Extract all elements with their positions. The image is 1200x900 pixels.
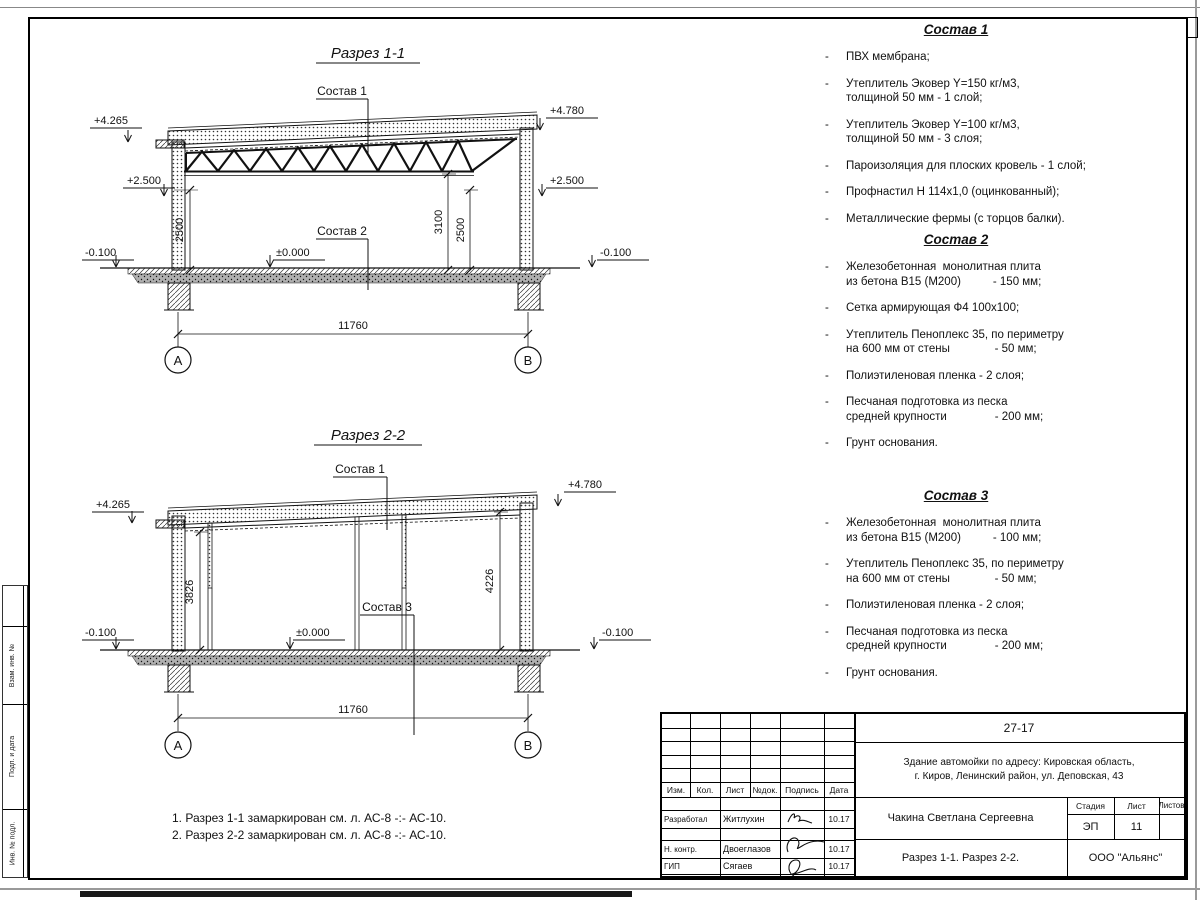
bullet: - [825, 599, 829, 611]
foundations [164, 283, 544, 310]
list-item [812, 260, 1190, 289]
drawing-notes [172, 810, 446, 844]
list-item [812, 516, 1190, 545]
leader-sostav1 [333, 462, 387, 530]
sostav-3-heading: Состав 3 [923, 488, 989, 503]
list-line: Грунт основания. [846, 437, 938, 449]
list-item [812, 395, 1190, 424]
list-line: Профнастил Н 114х1,0 (оцинкованный); [846, 186, 1060, 198]
axis-bubbles [165, 732, 541, 758]
elev-right-top: +4.780 [550, 105, 584, 117]
span-dimension [174, 312, 532, 347]
sostav-2-heading: Состав 2 [923, 232, 989, 247]
list-line: Утеплитель Пеноплекс 35, по периметру [846, 558, 1064, 570]
left-wall [172, 142, 185, 270]
elev-zero: ±0.000 [296, 627, 330, 639]
list-item [812, 118, 1190, 147]
canopy-beam [156, 140, 184, 148]
bullet: - [825, 369, 829, 382]
list-line: Сетка армирующая Ф4 100х100; [846, 302, 1020, 314]
axis-a-bubble: А [173, 353, 183, 368]
list-line: Железобетонная монолитная плита [846, 517, 1041, 529]
bullet: - [825, 666, 829, 679]
axis-b-bubble: В [523, 738, 533, 753]
list-line: Грунт основания. [846, 666, 938, 679]
bullet: - [825, 212, 829, 225]
list-item [812, 185, 1190, 200]
list-line: ПВХ мембрана; [846, 51, 930, 63]
span-dimension [174, 694, 532, 731]
roof-package [168, 492, 537, 531]
tb-project-line1: Здание автомойки по адресу: Кировская область, [903, 756, 1135, 768]
list-line: средней крупности - 200 мм; [846, 410, 1044, 423]
list-line: из бетона В15 (М200) - 100 мм; [846, 531, 1042, 544]
tb-name: Житлухин [723, 814, 765, 824]
tb-header-ndok: №док. [752, 784, 778, 795]
dim-3100: 3100 [433, 209, 445, 235]
tb-date: 10.17 [828, 861, 850, 871]
tb-doc-number: 27-17 [1003, 721, 1035, 735]
side-stamp-cell [3, 626, 23, 704]
tb-stage-label: Стадия [1076, 800, 1105, 811]
dim-2500-left: 2500 [174, 217, 186, 243]
elev-left-top: +4.265 [96, 499, 130, 511]
elev-right-low: -0.100 [600, 247, 632, 259]
side-stamp-label: Инв. № подл. [9, 821, 17, 865]
tb-role: Разработал [664, 814, 708, 824]
list-item [812, 77, 1190, 106]
elev-left-low: -0.100 [85, 247, 117, 259]
section2-title: Разрез 2-2 [330, 427, 406, 444]
tb-header-podpis: Подпись [785, 784, 819, 795]
tb-header-kol: Кол. [696, 784, 714, 795]
note-line: 2. Разрез 2-2 замаркирован см. л. АС-8 -:- АС-10. [172, 828, 447, 842]
tb-role: ГИП [664, 861, 680, 871]
right-wall [520, 128, 533, 270]
tb-company: ООО "Альянс" [1088, 851, 1163, 864]
elev-left-top: +4.265 [94, 115, 128, 127]
list-line: Утеплитель Пеноплекс 35, по периметру [846, 328, 1064, 341]
elev-right-top: +4.780 [568, 479, 602, 491]
tb-sheets-label: Листов [1159, 801, 1184, 810]
tb-header-izm: Изм. [666, 784, 686, 795]
list-line: Полиэтиленовая пленка - 2 слоя; [846, 369, 1025, 382]
tb-sheet-title: Разрез 1-1. Разрез 2-2. [901, 851, 1020, 864]
side-stamp [2, 585, 28, 878]
sostav1-label: Состав 1 [335, 462, 385, 476]
list-line: Утеплитель Эковер Y=100 кг/м3, [846, 118, 1020, 131]
bullet: - [825, 186, 829, 198]
tb-date: 10.17 [828, 814, 850, 824]
divider [23, 586, 24, 877]
list-line: Утеплитель Эковер Y=150 кг/м3, [846, 77, 1020, 90]
floor-slab [100, 650, 580, 665]
section-2-2-drawing [80, 420, 660, 785]
tb-name: Сягаев [723, 861, 753, 871]
list-item [812, 557, 1190, 586]
bullet: - [825, 396, 829, 408]
tb-author: Чакина Светлана Сергеевна [887, 812, 1034, 824]
axis-bubbles [165, 347, 541, 373]
vertical-dimensions [184, 508, 508, 654]
foundations [164, 665, 544, 692]
elev-left-low: -0.100 [85, 627, 117, 639]
bullet: - [825, 302, 829, 314]
canopy-beam [156, 520, 184, 528]
bullet: - [825, 261, 829, 273]
sostav2-label: Состав 2 [317, 224, 367, 238]
side-stamp-label: Подп. и дата [9, 735, 17, 778]
bullet: - [825, 77, 829, 90]
note-line: 1. Разрез 1-1 замаркирован см. л. АС-8 -:- АС-10. [172, 811, 447, 825]
list-line: Пароизоляция для плоских кровель - 1 слой; [846, 159, 1086, 172]
list-item [812, 436, 1190, 451]
bullet: - [825, 517, 829, 529]
sheet-right-edge [1195, 0, 1197, 900]
sostav3-label: Состав 3 [362, 600, 412, 614]
section-1-1-drawing [80, 38, 660, 390]
list-line: Металлические фермы (с торцов балки). [846, 212, 1065, 225]
list-line: Песчаная подготовка из песка [846, 625, 1008, 638]
side-stamp-cell [3, 809, 23, 877]
list-item [812, 212, 1190, 227]
sostav-1-list [812, 22, 1190, 238]
tb-project-line2: г. Киров, Ленинский район, ул. Деповская, 43 [914, 770, 1124, 782]
tb-sheet-label: Лист [1127, 800, 1146, 811]
elev-zero: ±0.000 [276, 247, 310, 259]
list-item [812, 625, 1190, 654]
list-item [812, 666, 1190, 681]
list-item [812, 159, 1190, 174]
dim-11760: 11760 [338, 320, 368, 332]
tb-project [854, 742, 1184, 797]
bullet: - [825, 51, 829, 63]
sostav-3-list [812, 488, 1190, 692]
list-line: из бетона В15 (М200) - 150 мм; [846, 275, 1042, 288]
elev-right-low: -0.100 [602, 627, 634, 639]
side-stamp-cell [3, 704, 23, 809]
sostav-2-list [812, 232, 1190, 463]
list-line: Железобетонная монолитная плита [846, 261, 1041, 273]
tb-header-list: Лист [725, 784, 745, 795]
elev-right-mid: +2.500 [550, 175, 584, 187]
right-wall [520, 503, 533, 651]
tb-stage-value: ЭП [1082, 820, 1099, 833]
tb-date: 10.17 [828, 844, 850, 854]
bullet: - [825, 159, 829, 172]
title-block [660, 712, 1186, 878]
tb-role: Н. контр. [664, 844, 698, 854]
list-line: Песчаная подготовка из песка [846, 396, 1008, 408]
elev-left-mid: +2.500 [127, 175, 161, 187]
tb-header-data: Дата [829, 784, 849, 795]
sheet-top-edge [0, 7, 1200, 8]
bullet: - [825, 625, 829, 638]
dim-3826: 3826 [184, 579, 196, 605]
list-item [812, 301, 1190, 316]
list-item [812, 369, 1190, 384]
sostav1-label: Состав 1 [317, 84, 367, 98]
dim-2500-right: 2500 [455, 217, 467, 243]
axis-b-bubble: В [523, 353, 533, 368]
vertical-dimensions [174, 170, 478, 274]
list-line: толщиной 50 мм - 1 слой; [846, 92, 983, 104]
floor-slab [100, 268, 580, 283]
list-line: на 600 мм от стены - 50 мм; [846, 572, 1037, 585]
signature [782, 808, 822, 833]
signature [780, 854, 826, 885]
side-stamp-label: Взам. инв. № [9, 643, 17, 687]
sostav-1-heading: Состав 1 [923, 22, 989, 37]
tb-name: Двоеглазов [723, 844, 771, 854]
section1-title: Разрез 1-1 [330, 45, 406, 62]
bullet: - [825, 437, 829, 449]
sheet-bottom-edge [0, 888, 1200, 890]
bullet: - [825, 118, 829, 131]
list-item [812, 328, 1190, 357]
list-line: средней крупности - 200 мм; [846, 640, 1044, 652]
axis-a-bubble: А [173, 738, 183, 753]
bullet: - [825, 558, 829, 570]
tb-sheet-number: 11 [1130, 820, 1143, 833]
bullet: - [825, 328, 829, 341]
list-item [812, 598, 1190, 613]
dim-11760: 11760 [338, 704, 368, 716]
list-line: толщиной 50 мм - 3 слоя; [846, 133, 983, 145]
scan-shadow [80, 891, 632, 897]
list-item [812, 50, 1190, 65]
list-line: на 600 мм от стены - 50 мм; [846, 343, 1037, 355]
list-line: Полиэтиленовая пленка - 2 слоя; [846, 599, 1025, 611]
dim-4226: 4226 [484, 568, 496, 594]
